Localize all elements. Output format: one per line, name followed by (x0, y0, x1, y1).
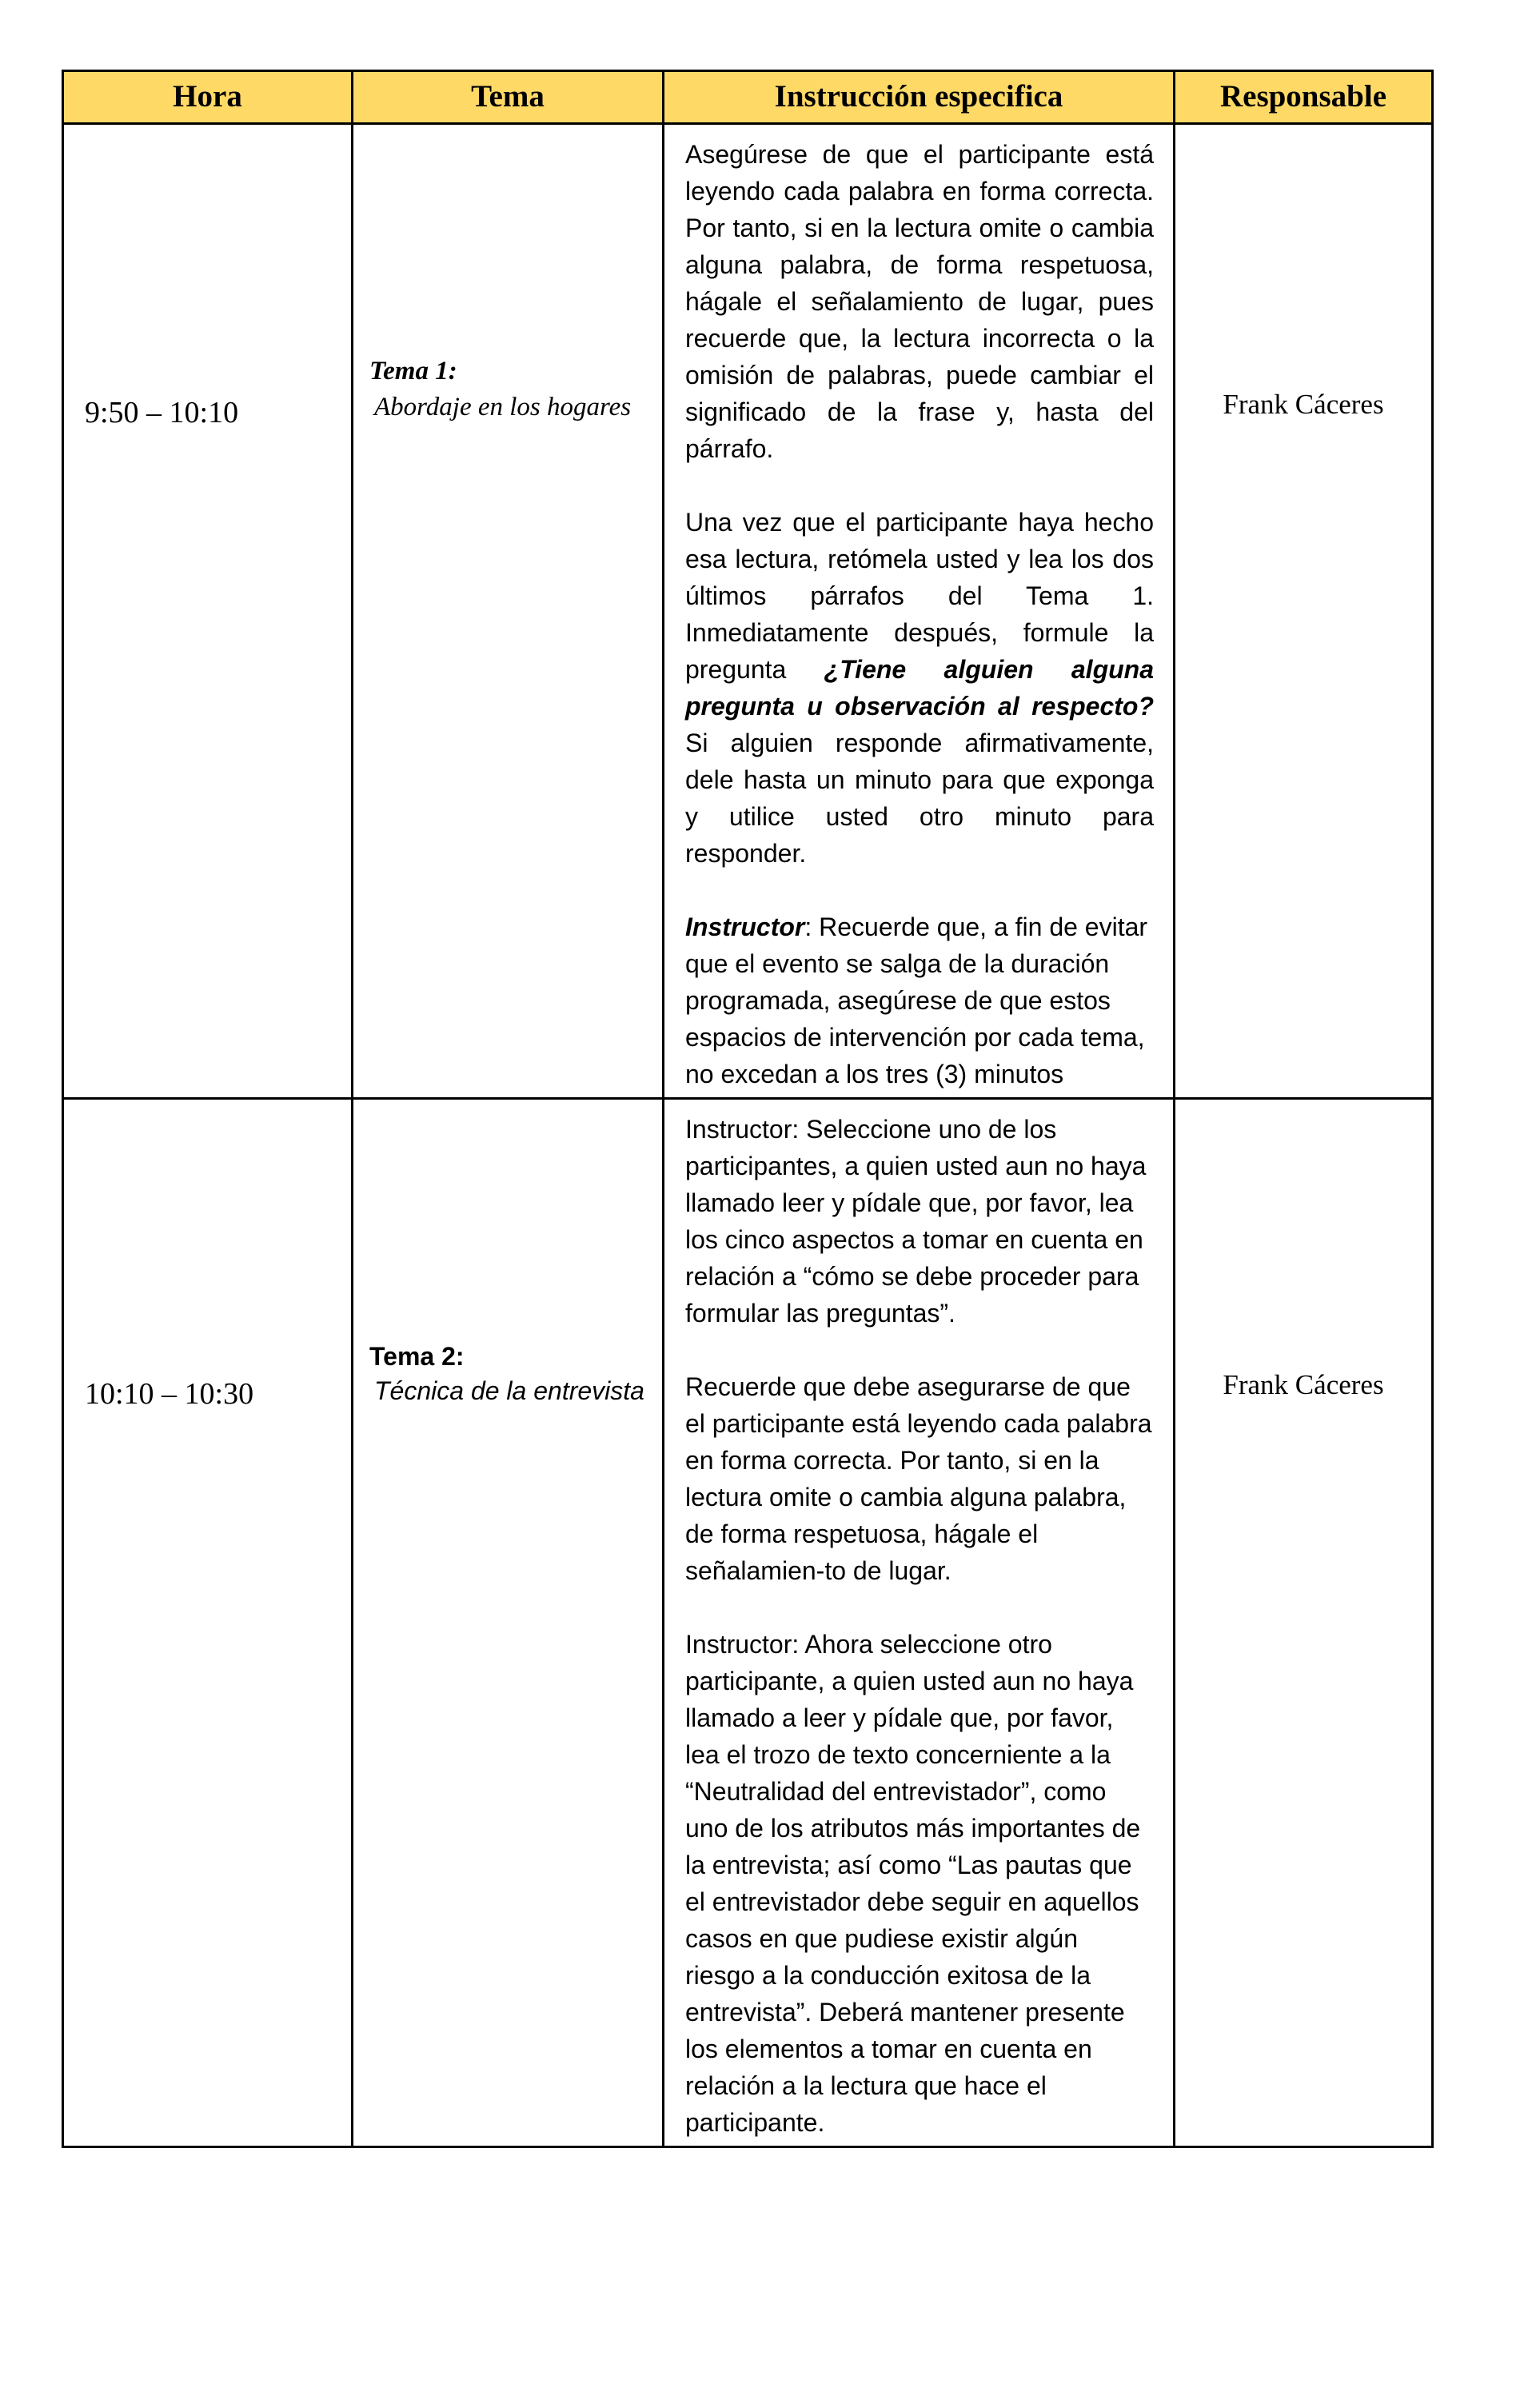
instruccion-paragraph (685, 1626, 1154, 2141)
emphasized-question-text: ¿Tiene alguien alguna pregunta u observación al respecto? (685, 655, 1154, 721)
paragraph-text: Si alguien responde afirmativamente, dele hasta un minuto para que exponga y utilice usted otro minuto para responder. (685, 729, 1154, 868)
instruccion-paragraph (685, 504, 1154, 872)
hora-cell: 9:50 – 10:10 (63, 124, 353, 1099)
instruccion-paragraph (685, 136, 1154, 467)
paragraph-text: Una vez que el participante haya hecho esa lectura, retómela usted y lea los dos últimos párrafos del Tema 1. Inmediatamente después, formule la pregunta (685, 508, 1154, 684)
responsable-cell: Frank Cáceres (1175, 1099, 1433, 2147)
instruccion-cell (664, 124, 1175, 1099)
tema-block (369, 1340, 649, 1408)
tema-subtitle: Técnica de la entrevista (374, 1376, 644, 1406)
instruccion-cell (664, 1099, 1175, 2147)
header-cell-responsable: Responsable (1175, 71, 1433, 124)
header-cell-tema: Tema (353, 71, 664, 124)
paragraph-text: Instructor: Seleccione uno de los participantes, a quien usted aun no haya llamado leer y pídale que, por favor, lea los cinco aspectos a tomar en cuenta en relación a “cómo se debe proceder para formular las preguntas”. (685, 1115, 1147, 1328)
paragraph-text: Instructor: Ahora seleccione otro participante, a quien usted aun no haya llamado a leer y pídale que, por favor, lea el trozo de texto concerniente a la “Neutralidad del entrevistador”, como uno de los atributos más importantes de la entrevista; así como “Las pautas que el entrevistador debe seguir en aquellos casos en que pudiese existir algún riesgo a la conducción exitosa de la entrevista”. Deberá mantener presente los elementos a tomar en cuenta en relación a la lectura que hace el participante. (685, 1630, 1141, 2137)
table-row (63, 124, 1433, 1099)
paragraph-text: Asegúrese de que el participante está leyendo cada palabra en forma correcta. Por tanto, si en la lectura omite o cambia alguna palabra, de forma respetuosa, hágale el señalamiento de lugar, pues recuerde que, la lectura incorrecta o la omisión de palabras, puede cambiar el significado de la frase y, hasta del párrafo. (685, 140, 1154, 463)
header-cell-hora: Hora (63, 71, 353, 124)
tema-title: Tema 1: (369, 357, 457, 385)
tema-block (369, 353, 649, 425)
instruccion-paragraph (685, 1368, 1154, 1589)
responsable-cell: Frank Cáceres (1175, 124, 1433, 1099)
tema-cell (353, 124, 664, 1099)
instructor-label: Instructor (685, 912, 805, 941)
tema-subtitle: Abordaje en los hogares (374, 392, 632, 421)
header-cell-instruccion: Instrucción especifica (664, 71, 1175, 124)
schedule-table (62, 70, 1434, 2148)
table-row (63, 1099, 1433, 2147)
tema-cell (353, 1099, 664, 2147)
hora-cell: 10:10 – 10:30 (63, 1099, 353, 2147)
instruccion-paragraph (685, 1111, 1154, 1332)
paragraph-text: : Recuerde que, a fin de evitar que el evento se salga de la duración programada, asegúrese de que estos espacios de intervención por cada tema, no excedan a los tres (3) minutos (685, 912, 1148, 1088)
instruccion-paragraph (685, 908, 1154, 1092)
tema-title: Tema 2: (369, 1342, 465, 1371)
table-header-row (63, 71, 1433, 124)
paragraph-text: Recuerde que debe asegurarse de que el participante está leyendo cada palabra en forma correcta. Por tanto, si en la lectura omite o cambia alguna palabra, de forma respetuosa, hágale el señalamien-to de lugar. (685, 1372, 1152, 1585)
